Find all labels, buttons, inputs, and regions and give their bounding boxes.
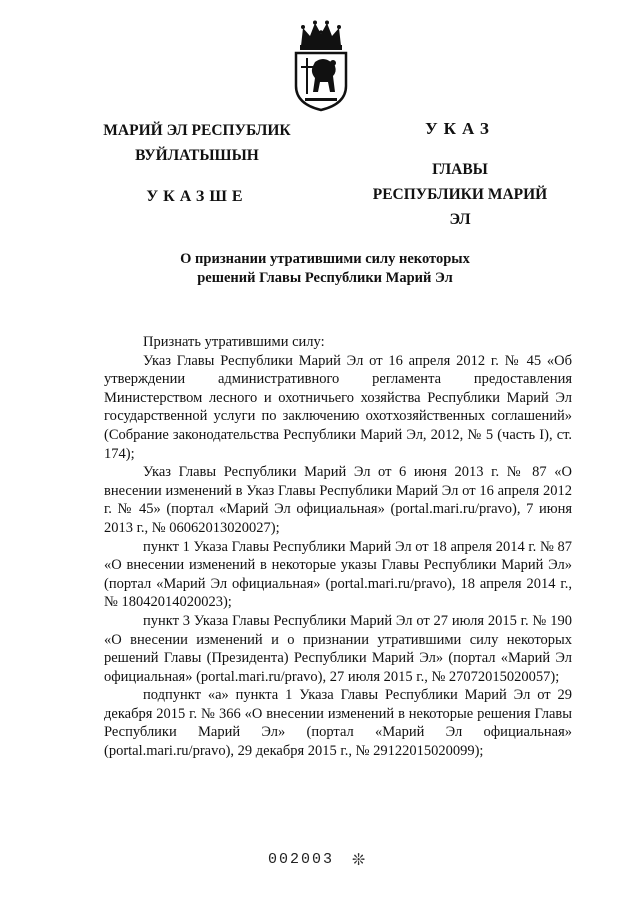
header-right-line2: ГЛАВЫ: [432, 161, 488, 178]
document-body: [104, 333, 572, 761]
document-title: [140, 250, 510, 288]
mari-el-coat-of-arms-icon: [293, 20, 349, 112]
body-item-4: пункт 3 Указа Главы Республики Марий Эл от 27 июля 2015 г. № 190 «О внесении изменений и о признании утратившими силу некоторых решений Главы (Президента) Республики Марий Эл» (портал «Марий Эл официальная» (portal.mari.ru/pravo), 27 июля 2015 г., № 27072015020057);: [104, 612, 572, 685]
header-left-line3: УКАЗШЕ: [146, 188, 248, 205]
header-mari-title: [92, 118, 302, 209]
body-intro: Признать утратившими силу:: [143, 334, 325, 350]
body-item-1: Указ Главы Республики Марий Эл от 16 апреля 2012 г. № 45 «Об утверждении административного регламента предоставления Министерством лесного и охотничьего хозяйства Республики Марий Эл государственной услуги по заключению охотхозяйственных соглашений» (Собрание законодательства Республики Марий Эл, 2012, № 5 (часть I), ст. 174);: [104, 352, 572, 462]
title-line2: решений Главы Республики Марий Эл: [197, 270, 453, 286]
stamp-number: 002003: [268, 851, 335, 868]
header-left-line1: МАРИЙ ЭЛ РЕСПУБЛИК: [103, 122, 291, 139]
title-line1: О признании утратившими силу некоторых: [180, 251, 470, 267]
snowflake-mark-icon: ❊: [352, 850, 366, 869]
header-russian-title: [370, 116, 550, 232]
header-left-line2: ВУЙЛАТЫШЫН: [135, 147, 259, 164]
body-item-2: Указ Главы Республики Марий Эл от 6 июня 2013 г. № 87 «О внесении изменений в Указ Главы Республики Марий Эл от 16 апреля 2012 г. № 45» (портал «Марий Эл официальная» (portal.mari.ru/pravo), 7 июня 2013 г., № 06062013020027);: [104, 464, 572, 536]
header-right-line1: УКАЗ: [425, 119, 495, 138]
body-item-3: пункт 1 Указа Главы Республики Марий Эл от 18 апреля 2014 г. № 87 «О внесении изменений в некоторые указы Главы Республики Марий Эл» (портал «Марий Эл официальная» (portal.mari.ru/pravo), 18 апреля 2014 г., № 18042014020023);: [104, 538, 572, 611]
body-item-5: подпункт «а» пункта 1 Указа Главы Республики Марий Эл от 29 декабря 2015 г. № 366 «О внесении изменений в некоторые решения Главы Республики Марий Эл» (портал «Марий Эл официальная» (portal.mari.ru/pravo), 29 декабря 2015 г., № 29122015020099);: [104, 687, 572, 760]
header-right-line3: РЕСПУБЛИКИ МАРИЙ ЭЛ: [372, 186, 548, 228]
